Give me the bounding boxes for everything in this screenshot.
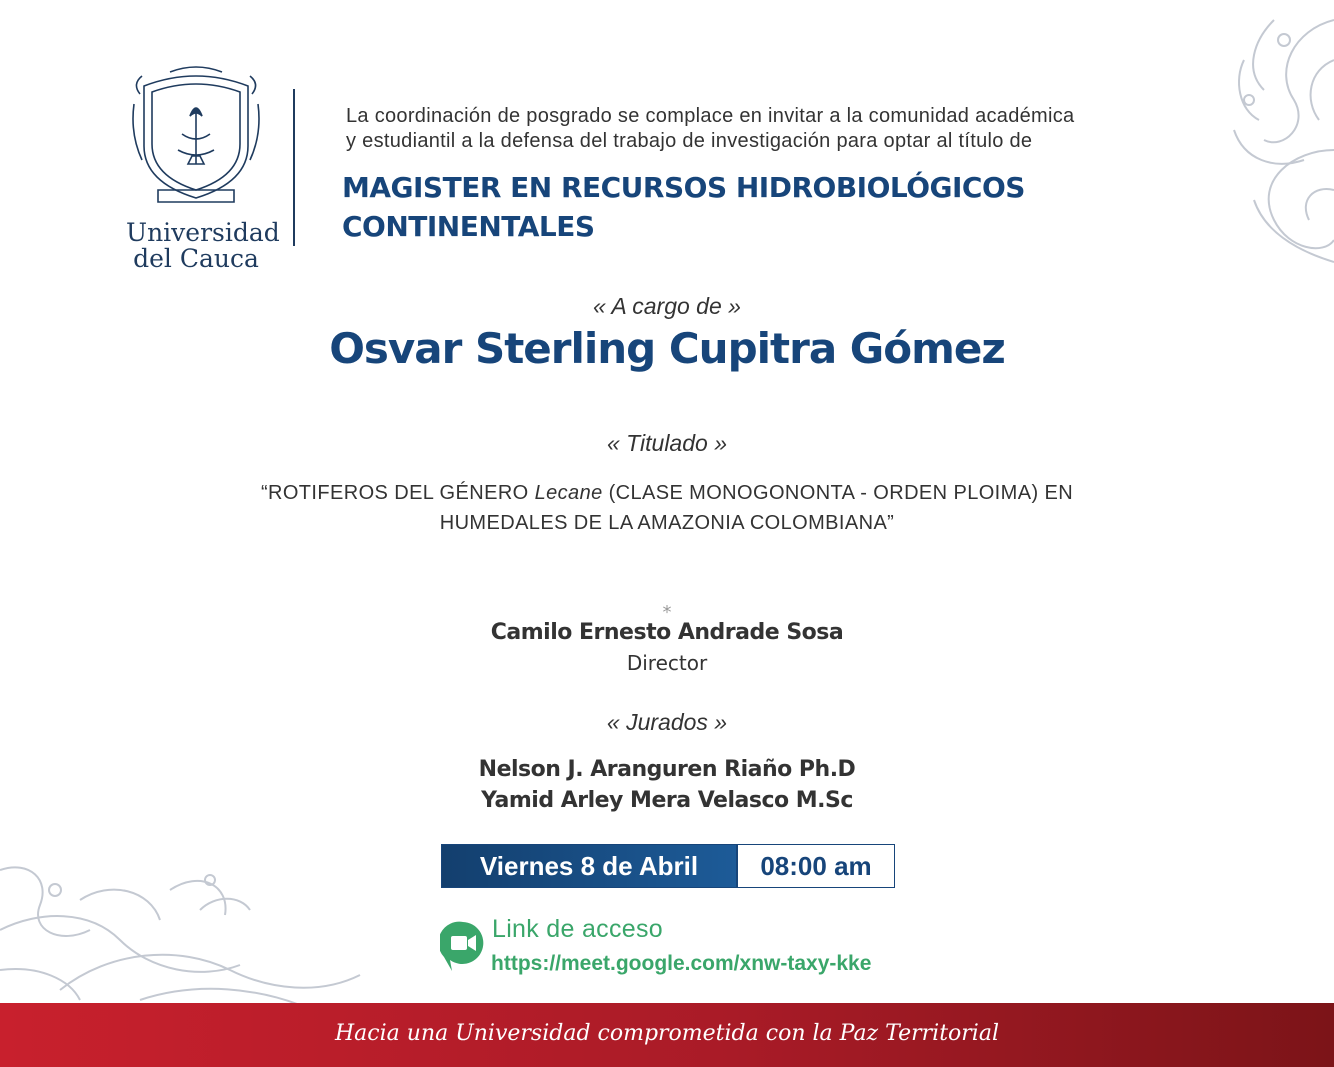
- student-kicker: « A cargo de »: [593, 293, 741, 319]
- ornament-top-right: [1214, 0, 1334, 272]
- intro-line1: La coordinación de posgrado se complace en invitar a la comunidad académica: [346, 105, 1075, 127]
- university-seal-icon: [130, 64, 262, 212]
- event-time: 08:00 am: [736, 845, 894, 887]
- thesis-line1: [0, 478, 1334, 508]
- schedule-box: [441, 844, 895, 888]
- access-link-label: Link de acceso: [492, 915, 663, 943]
- thesis-kicker: « Titulado »: [607, 430, 727, 456]
- student-name: Osvar Sterling Cupitra Gómez: [329, 324, 1005, 373]
- director-role: Director: [626, 651, 708, 675]
- degree-title: [342, 168, 1042, 246]
- footer-slogan: Hacia una Universidad comprometida con la Paz Territorial: [335, 1021, 999, 1046]
- jury-kicker: « Jurados »: [606, 709, 728, 735]
- google-meet-icon: [440, 920, 486, 972]
- degree-line1: MAGISTER EN RECURSOS HIDROBIOLÓGICOS: [342, 171, 1025, 204]
- event-date: Viernes 8 de Abril: [442, 845, 736, 887]
- thesis-genus: Lecane: [534, 482, 603, 504]
- university-name-line1: Universidad: [126, 218, 280, 247]
- jury-member: Nelson J. Aranguren Riaño Ph.D: [478, 757, 856, 782]
- intro-line2: y estudiantil a la defensa del trabajo de investigación para optar al título de: [346, 130, 1033, 152]
- footer-banner: [0, 1003, 1334, 1067]
- university-name-line2: del Cauca: [133, 244, 259, 273]
- thesis-line2: HUMEDALES DE LA AMAZONIA COLOMBIANA”: [439, 512, 895, 534]
- header-divider: [293, 89, 295, 246]
- thesis-line1-post: (CLASE MONOGONONTA - ORDEN PLOIMA) EN: [602, 482, 1074, 504]
- university-name: [126, 218, 280, 273]
- jury-member: Yamid Arley Mera Velasco M.Sc: [481, 788, 853, 813]
- intro-text: [346, 104, 1226, 154]
- thesis-title: [0, 478, 1334, 538]
- ornament-bottom-left: [0, 850, 370, 1005]
- thesis-line1-pre: “ROTIFEROS DEL GÉNERO: [260, 482, 535, 504]
- meeting-link[interactable]: https://meet.google.com/xnw-taxy-kke: [491, 952, 872, 975]
- degree-line2: CONTINENTALES: [342, 210, 595, 243]
- director-name: Camilo Ernesto Andrade Sosa: [490, 620, 844, 645]
- director-star: *: [662, 602, 672, 623]
